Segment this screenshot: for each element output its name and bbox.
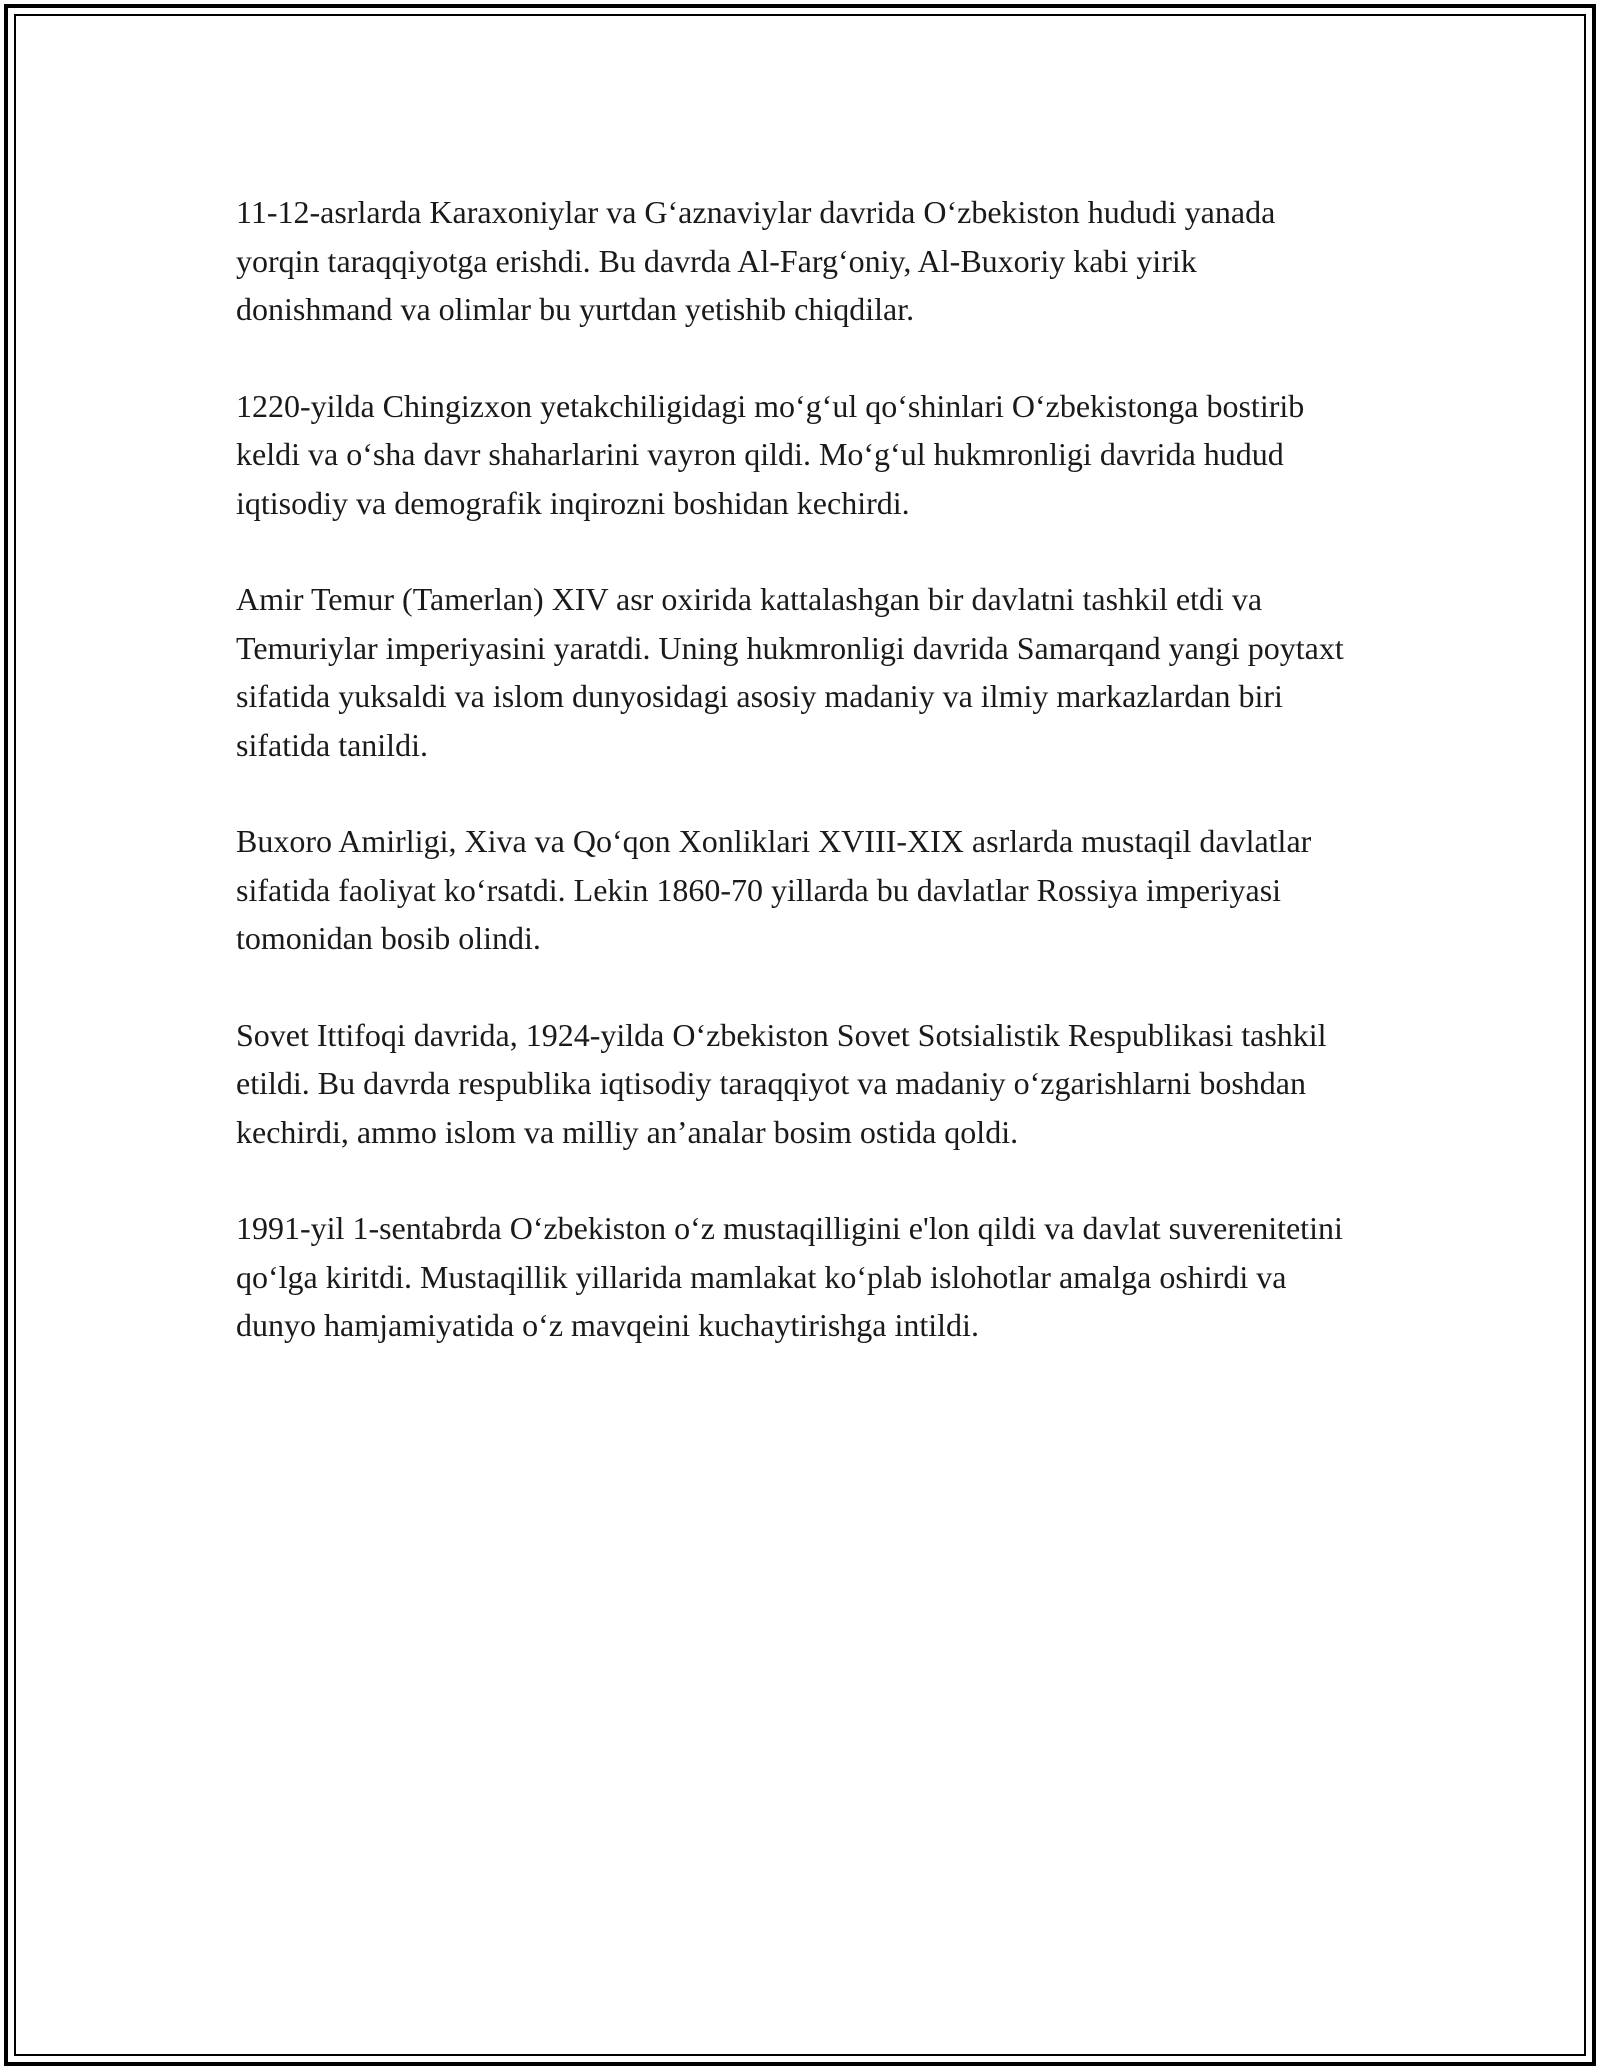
paragraph-sovet-ittifoqi: Sovet Ittifoqi davrida, 1924-yilda O‘zbekiston Sovet Sotsialistik Respublikasi tashkil etildi. Bu davrda respublika iqtisodiy taraqqiyot va madaniy o‘zgarishlarni boshdan kechirdi, ammo islom va milliy an’analar bosim ostida qoldi. (236, 1016, 1327, 1150)
document-body (236, 188, 1356, 1398)
paragraph-mustaqillik: 1991-yil 1-sentabrda O‘zbekiston o‘z mustaqilligini e'lon qildi va davlat suverenitetini qo‘lga kiritdi. Mustaqillik yillarida mamlakat ko‘plab islohotlar amalga oshirdi va dunyo hamjamiyatida o‘z mavqeini kuchaytirishga intildi. (236, 1210, 1343, 1343)
paragraph-amir-temur: Amir Temur (Tamerlan) XIV asr oxirida kattalashgan bir davlatni tashkil etdi va Temuriylar imperiyasini yaratdi. Uning hukmronligi davrida Samarqand yangi poytaxt sifatida yuksaldi va islom dunyosidagi asosiy madaniy va ilmiy markazlardan biri sifatida tanildi. (236, 581, 1344, 763)
paragraph-xonliklar: Buxoro Amirligi, Xiva va Qo‘qon Xonliklari XVIII-XIX asrlarda mustaqil davlatlar sifatida faoliyat ko‘rsatdi. Lekin 1860-70 yillarda bu davlatlar Rossiya imperiyasi tomonidan bosib olindi. (236, 823, 1312, 956)
paragraph-chingizxon: 1220-yilda Chingizxon yetakchiligidagi mo‘g‘ul qo‘shinlari O‘zbekistonga bostirib keldi va o‘sha davr shaharlarini vayron qildi. Mo‘g‘ul hukmronligi davrida hudud iqtisodiy va demografik inqirozni boshidan kechirdi. (236, 387, 1305, 521)
paragraph-karaxoniylar: 11-12-asrlarda Karaxoniylar va G‘aznaviylar davrida O‘zbekiston hududi yanada yorqin taraqqiyotga erishdi. Bu davrda Al-Farg‘oniy, Al-Buxoriy kabi yirik donishmand va olimlar bu yurtdan yetishib chiqdilar. (236, 194, 1276, 327)
